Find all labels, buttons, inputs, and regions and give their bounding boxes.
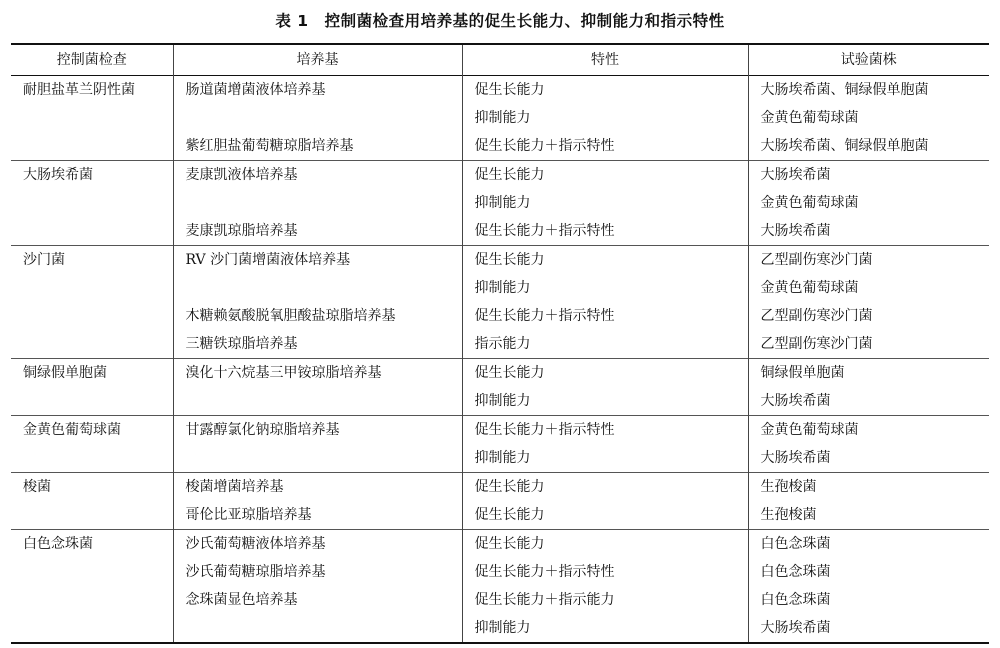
cell-test-strain: 大肠埃希菌 xyxy=(748,614,989,643)
cell-medium: 哥伦比亚琼脂培养基 xyxy=(173,501,462,530)
cell-medium xyxy=(173,189,462,217)
table-row xyxy=(11,416,989,445)
cell-test-strain: 生孢梭菌 xyxy=(748,473,989,502)
cell-control-check xyxy=(11,586,173,614)
cell-control-check: 白色念珠菌 xyxy=(11,530,173,559)
cell-property: 促生长能力＋指示能力 xyxy=(462,586,748,614)
cell-control-check xyxy=(11,189,173,217)
cell-medium xyxy=(173,444,462,473)
cell-medium xyxy=(173,104,462,132)
table-row xyxy=(11,104,989,132)
table-row xyxy=(11,473,989,502)
cell-test-strain: 金黄色葡萄球菌 xyxy=(748,189,989,217)
cell-property: 指示能力 xyxy=(462,330,748,359)
cell-control-check xyxy=(11,387,173,416)
cell-property: 抑制能力 xyxy=(462,387,748,416)
cell-property: 促生长能力＋指示特性 xyxy=(462,217,748,246)
cell-test-strain: 生孢梭菌 xyxy=(748,501,989,530)
table-row xyxy=(11,614,989,643)
cell-test-strain: 大肠埃希菌 xyxy=(748,217,989,246)
cell-test-strain: 金黄色葡萄球菌 xyxy=(748,274,989,302)
cell-control-check xyxy=(11,274,173,302)
cell-control-check xyxy=(11,104,173,132)
culture-media-table xyxy=(11,43,989,644)
cell-property: 促生长能力＋指示特性 xyxy=(462,558,748,586)
cell-test-strain: 白色念珠菌 xyxy=(748,558,989,586)
header-medium: 培养基 xyxy=(173,44,462,76)
cell-medium: 溴化十六烷基三甲铵琼脂培养基 xyxy=(173,359,462,388)
header-control-check: 控制菌检查 xyxy=(56,52,127,68)
cell-medium xyxy=(173,274,462,302)
cell-medium: 梭菌增菌培养基 xyxy=(173,473,462,502)
cell-control-check xyxy=(11,132,173,161)
header-test-strain: 试验菌株 xyxy=(748,44,989,76)
cell-control-check: 耐胆盐革兰阴性菌 xyxy=(23,82,135,98)
cell-test-strain: 乙型副伤寒沙门菌 xyxy=(748,302,989,330)
table-row xyxy=(11,161,989,190)
cell-medium: 甘露醇氯化钠琼脂培养基 xyxy=(173,416,462,445)
table-row xyxy=(11,189,989,217)
cell-control-check: 梭菌 xyxy=(11,473,173,502)
cell-test-strain: 金黄色葡萄球菌 xyxy=(748,104,989,132)
cell-property: 抑制能力 xyxy=(462,104,748,132)
cell-medium xyxy=(173,387,462,416)
table-row xyxy=(11,302,989,330)
cell-test-strain: 大肠埃希菌、铜绿假单胞菌 xyxy=(748,132,989,161)
table-row xyxy=(11,217,989,246)
cell-control-check: 沙门菌 xyxy=(11,246,173,275)
cell-property: 促生长能力＋指示特性 xyxy=(462,132,748,161)
table-row xyxy=(11,330,989,359)
cell-medium: 麦康凯液体培养基 xyxy=(173,161,462,190)
cell-property: 促生长能力 xyxy=(462,530,748,559)
cell-control-check xyxy=(11,302,173,330)
cell-medium: RV 沙门菌增菌液体培养基 xyxy=(173,246,462,275)
header-row xyxy=(11,44,989,76)
table-row xyxy=(11,444,989,473)
cell-property: 促生长能力 xyxy=(462,76,748,105)
table-row xyxy=(11,274,989,302)
cell-medium: 沙氏葡萄糖液体培养基 xyxy=(173,530,462,559)
cell-control-check: 铜绿假单胞菌 xyxy=(11,359,173,388)
table-row xyxy=(11,586,989,614)
cell-control-check: 大肠埃希菌 xyxy=(11,161,173,190)
table-row xyxy=(11,76,989,105)
cell-property: 促生长能力 xyxy=(462,161,748,190)
cell-property: 促生长能力 xyxy=(462,473,748,502)
cell-medium: 紫红胆盐葡萄糖琼脂培养基 xyxy=(173,132,462,161)
cell-test-strain: 大肠埃希菌、铜绿假单胞菌 xyxy=(748,76,989,105)
cell-property: 抑制能力 xyxy=(462,274,748,302)
cell-control-check xyxy=(11,444,173,473)
cell-property: 促生长能力＋指示特性 xyxy=(462,416,748,445)
cell-control-check xyxy=(11,614,173,643)
cell-test-strain: 大肠埃希菌 xyxy=(748,444,989,473)
table-number: 表 1 xyxy=(275,12,309,30)
table-row xyxy=(11,387,989,416)
table-header xyxy=(11,44,989,76)
cell-medium: 麦康凯琼脂培养基 xyxy=(173,217,462,246)
cell-test-strain: 白色念珠菌 xyxy=(748,586,989,614)
header-property: 特性 xyxy=(462,44,748,76)
cell-property: 抑制能力 xyxy=(462,444,748,473)
table-row xyxy=(11,501,989,530)
cell-medium xyxy=(173,614,462,643)
cell-test-strain: 铜绿假单胞菌 xyxy=(748,359,989,388)
table-row xyxy=(11,246,989,275)
cell-test-strain: 白色念珠菌 xyxy=(748,530,989,559)
cell-property: 抑制能力 xyxy=(462,614,748,643)
cell-medium: 三糖铁琼脂培养基 xyxy=(173,330,462,359)
cell-control-check: 金黄色葡萄球菌 xyxy=(11,416,173,445)
table-title: 控制菌检查用培养基的促生长能力、抑制能力和指示特性 xyxy=(324,12,725,30)
cell-control-check xyxy=(11,217,173,246)
cell-test-strain: 大肠埃希菌 xyxy=(748,387,989,416)
cell-control-check xyxy=(11,558,173,586)
cell-medium: 沙氏葡萄糖琼脂培养基 xyxy=(173,558,462,586)
cell-test-strain: 乙型副伤寒沙门菌 xyxy=(748,246,989,275)
cell-test-strain: 大肠埃希菌 xyxy=(748,161,989,190)
table-body xyxy=(11,76,989,644)
cell-property: 抑制能力 xyxy=(462,189,748,217)
cell-property: 促生长能力＋指示特性 xyxy=(462,302,748,330)
cell-medium: 肠道菌增菌液体培养基 xyxy=(173,76,462,105)
cell-control-check xyxy=(11,330,173,359)
cell-property: 促生长能力 xyxy=(462,246,748,275)
table-row xyxy=(11,558,989,586)
table-row xyxy=(11,530,989,559)
cell-test-strain: 乙型副伤寒沙门菌 xyxy=(748,330,989,359)
cell-medium: 木糖赖氨酸脱氧胆酸盐琼脂培养基 xyxy=(173,302,462,330)
table-row xyxy=(11,359,989,388)
cell-property: 促生长能力 xyxy=(462,501,748,530)
cell-property: 促生长能力 xyxy=(462,359,748,388)
cell-control-check xyxy=(11,501,173,530)
table-caption xyxy=(0,9,1000,31)
cell-medium: 念珠菌显色培养基 xyxy=(173,586,462,614)
cell-test-strain: 金黄色葡萄球菌 xyxy=(748,416,989,445)
table-row xyxy=(11,132,989,161)
